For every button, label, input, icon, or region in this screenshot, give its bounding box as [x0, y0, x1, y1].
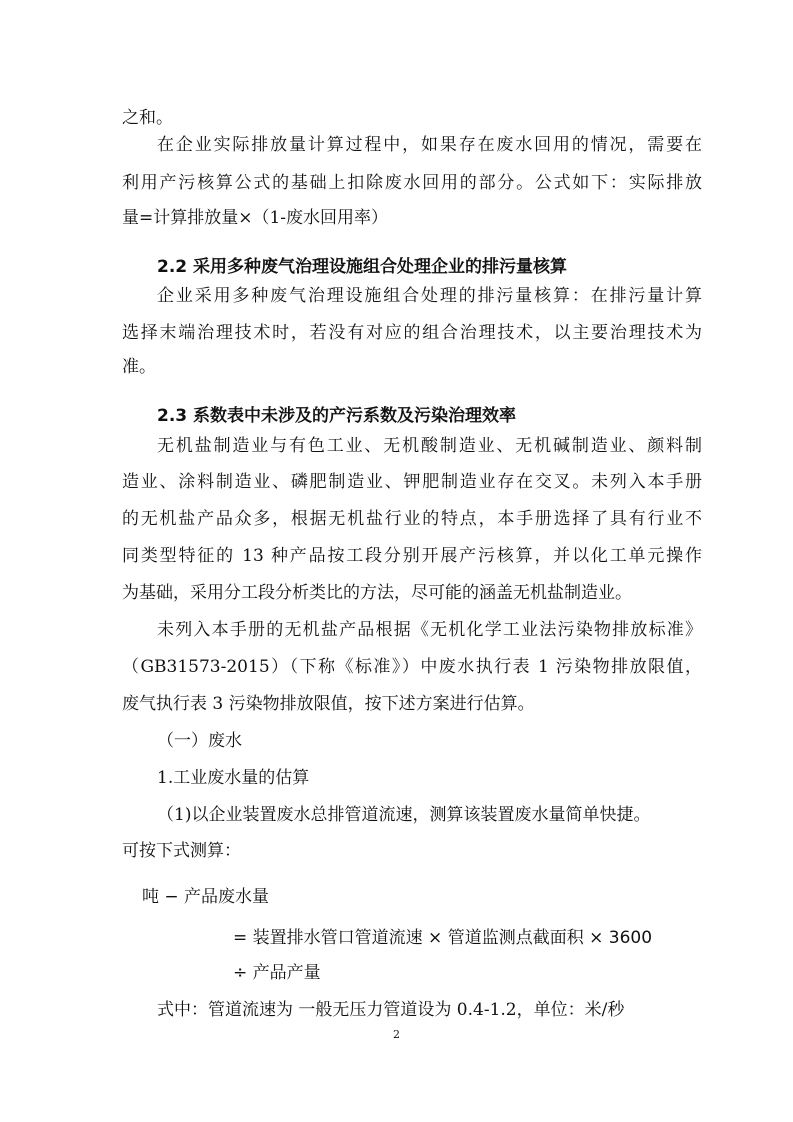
paragraph-line: 在企业实际排放量计算过程中，如果存在废水回用的情况，需要在	[157, 135, 702, 155]
page-number: 2	[393, 1028, 400, 1041]
paragraph-line: （GB31573-2015）（下称《标准》）中废水执行表 1 污染物排放限值，	[122, 657, 702, 677]
paragraph-line: 选择末端治理技术时，若没有对应的组合治理技术，以主要治理技术为	[122, 323, 702, 343]
paragraph-line: 未列入本手册的无机盐产品根据《无机化学工业法污染物排放标准》	[157, 620, 702, 640]
section-heading-2-2: 2.2 采用多种废气治理设施组合处理企业的排污量核算	[157, 257, 568, 277]
formula-line: 吨 − 产品废水量	[142, 887, 270, 907]
item-heading: 1.工业废水量的估算	[157, 768, 310, 788]
subsection-heading-wastewater: （一）废水	[157, 731, 242, 751]
paragraph-line: （1)以企业装置废水总排管道流速，测算该装置废水量简单快捷。	[157, 805, 651, 825]
paragraph-line: 之和。	[122, 108, 173, 128]
paragraph-line: 造业、涂料制造业、磷肥制造业、钾肥制造业存在交叉。未列入本手册	[122, 472, 702, 492]
paragraph-line: 利用产污核算公式的基础上扣除废水回用的部分。公式如下：实际排放	[122, 173, 702, 193]
formula-line: ÷ 产品产量	[233, 963, 321, 983]
paragraph-line: 为基础，采用分工段分析类比的方法，尽可能的涵盖无机盐制造业。	[122, 583, 632, 603]
paragraph-line: 准。	[122, 357, 156, 377]
formula-line: = 装置排水管口管道流速 × 管道监测点截面积 × 3600	[233, 928, 653, 948]
paragraph-line: 的无机盐产品众多，根据无机盐行业的特点，本手册选择了具有行业不	[122, 509, 702, 529]
paragraph-line: 式中：管道流速为 一般无压力管道设为 0.4-1.2，单位：米/秒	[157, 1000, 625, 1020]
paragraph-line: 同类型特征的 13 种产品按工段分别开展产污核算，并以化工单元操作	[122, 546, 702, 566]
paragraph-line: 可按下式测算：	[122, 841, 241, 861]
paragraph-line: 量=计算排放量×（1-废水回用率）	[122, 208, 389, 228]
paragraph-line: 无机盐制造业与有色工业、无机酸制造业、无机碱制造业、颜料制	[157, 436, 702, 456]
paragraph-line: 废气执行表 3 污染物排放限值，按下述方案进行估算。	[122, 694, 535, 714]
section-heading-2-3: 2.3 系数表中未涉及的产污系数及污染治理效率	[157, 406, 517, 426]
paragraph-line: 企业采用多种废气治理设施组合处理的排污量核算：在排污量计算	[157, 286, 702, 306]
